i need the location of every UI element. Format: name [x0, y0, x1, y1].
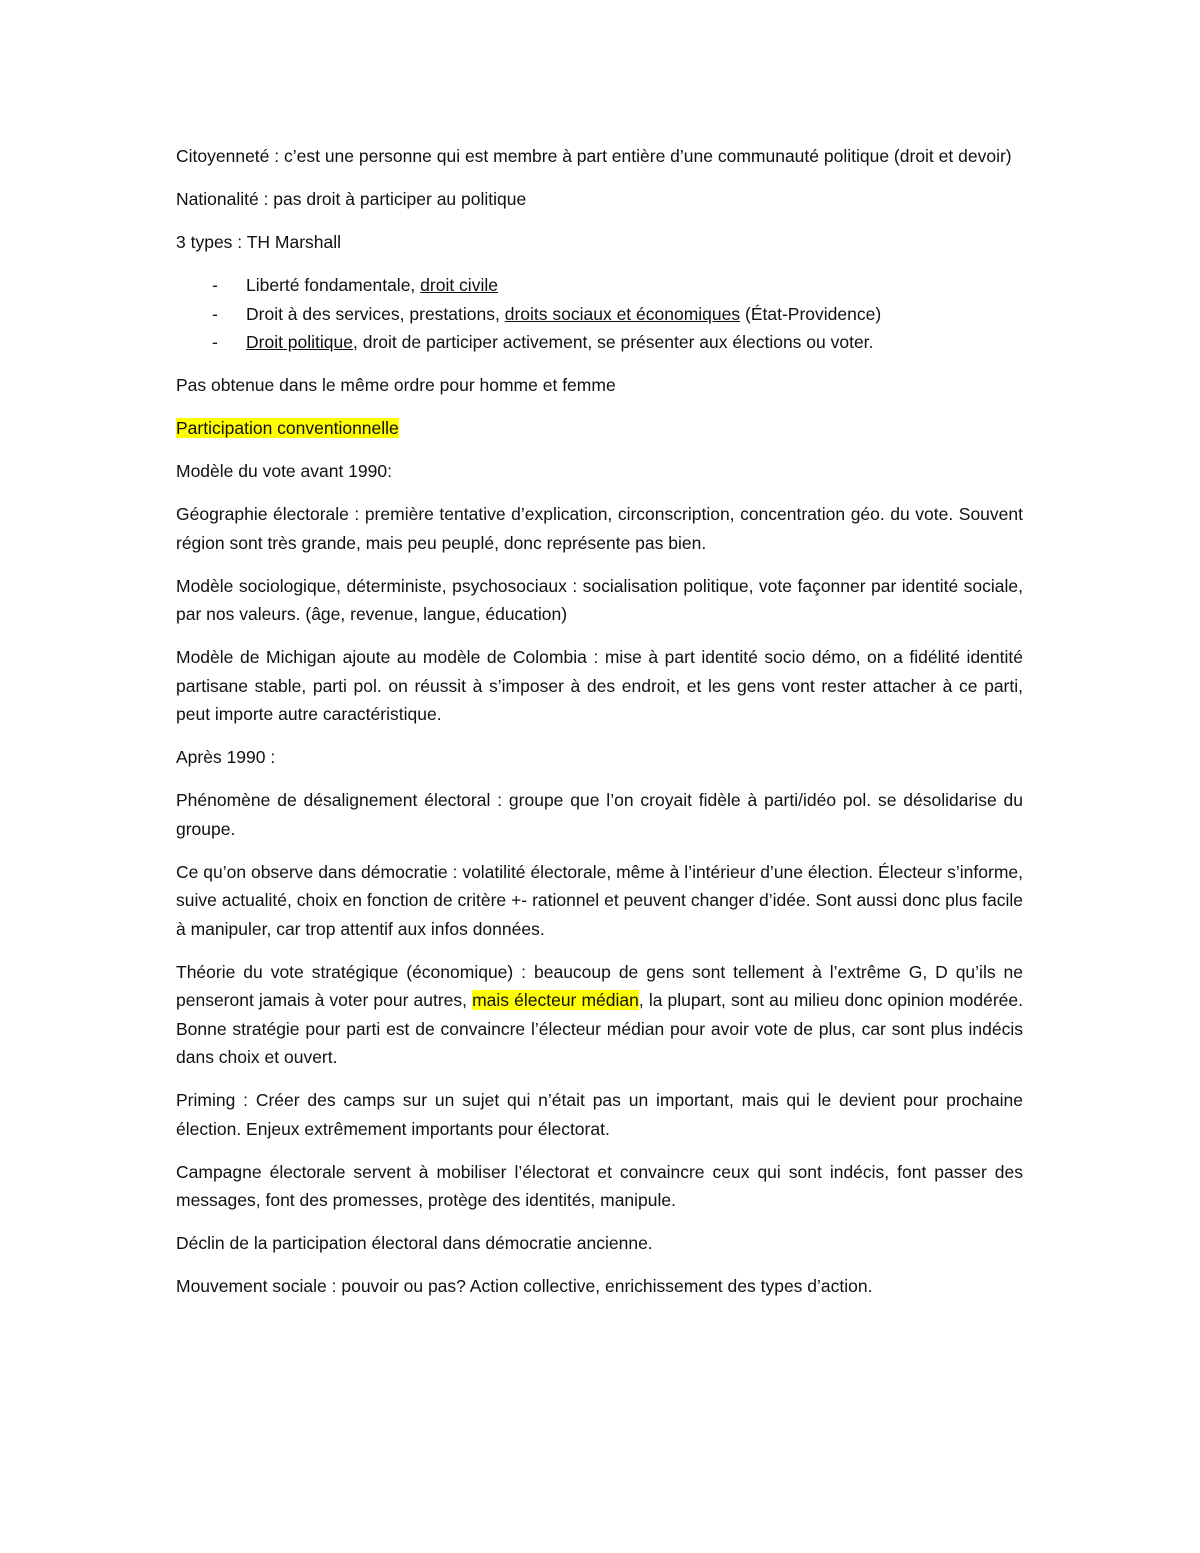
- paragraph-desalignement: Phénomène de désalignement électoral : groupe que l’on croyait fidèle à parti/idéo pol. se désolidarise du groupe.: [176, 790, 1023, 839]
- paragraph-michigan: Modèle de Michigan ajoute au modèle de Colombia : mise à part identité socio démo, on a fidélité identité partisane stable, parti pol. on réussit à s’imposer à des endroit, et les gens vont rester attacher à ce parti, peut importe autre caractéristique.: [176, 647, 1023, 724]
- list-item-text: Liberté fondamentale,: [246, 275, 421, 295]
- list-item-text: (État-Providence): [740, 303, 882, 324]
- section-heading: [176, 414, 1023, 443]
- list-item: [176, 300, 1023, 329]
- highlighted-heading: Participation conventionnelle: [176, 418, 399, 438]
- list-item-text: Droit à des services, prestations,: [246, 303, 505, 324]
- dash-bullet: -: [212, 275, 218, 295]
- paragraph-declin: Déclin de la participation électoral dans démocratie ancienne.: [176, 1233, 653, 1253]
- dash-bullet: -: [212, 303, 218, 324]
- document-page: [176, 142, 1023, 1315]
- underlined-term: droits sociaux et économiques: [504, 303, 741, 324]
- list-item-text: , droit de participer activement, se présenter aux élections ou voter.: [353, 332, 874, 352]
- paragraph-text: , la plupart, sont au milieu donc opinion modérée. Bonne stratégie pour parti est de convaincre l’électeur médian pour avoir vote de plus, car sont plus indécis dans choix et ouvert.: [176, 990, 1023, 1067]
- paragraph-mouvement: Mouvement sociale : pouvoir ou pas? Action collective, enrichissement des types d’action.: [176, 1276, 873, 1296]
- paragraph-geographie: Géographie électorale : première tentative d’explication, circonscription, concentration géo. du vote. Souvent région sont très grande, mais peu peuplé, donc représente pas bien.: [176, 504, 1023, 553]
- paragraph-campagne: Campagne électorale servent à mobiliser l’électorat et convaincre ceux qui sont indécis, font passer des messages, font des promesses, protège des identités, manipule.: [176, 1161, 1023, 1210]
- underlined-term: Droit politique: [246, 332, 353, 352]
- paragraph-types-heading: 3 types : TH Marshall: [176, 232, 342, 252]
- paragraph-nationalite: Nationalité : pas droit à participer au politique: [176, 189, 527, 209]
- paragraph-modele-avant: Modèle du vote avant 1990:: [176, 461, 392, 481]
- highlighted-phrase: mais électeur médian: [472, 990, 639, 1010]
- paragraph-priming: Priming : Créer des camps sur un sujet qui n’était pas un important, mais qui le devient pour prochaine élection. Enjeux extrêmement importants pour électorat.: [176, 1090, 1023, 1139]
- paragraph-sociologique: Modèle sociologique, déterministe, psychosociaux : socialisation politique, vote façonner par identité sociale, par nos valeurs. (âge, revenue, langue, éducation): [176, 575, 1023, 624]
- paragraph-text: Théorie du vote stratégique (économique) : beaucoup de gens sont tellement à l’extrême G, D qu’ils ne penseront jamais à voter pour autres,: [176, 961, 1023, 1010]
- underlined-term: droit civile: [420, 275, 498, 295]
- marshall-list: [176, 271, 1023, 357]
- list-item: [176, 271, 1023, 300]
- paragraph-strategique: [176, 958, 1023, 1072]
- list-item: [176, 328, 1023, 357]
- dash-bullet: -: [212, 332, 218, 352]
- paragraph-observe: Ce qu’on observe dans démocratie : volatilité électorale, même à l’intérieur d’une élection. Électeur s’informe, suive actualité, choix en fonction de critère +- rationnel et peuvent changer d’idée. Sont aussi donc plus facile à manipuler, car trop attentif aux infos données.: [176, 861, 1023, 939]
- paragraph-apres: Après 1990 :: [176, 747, 276, 767]
- paragraph-citoyennete: Citoyenneté : c’est une personne qui est membre à part entière d’une communauté politique (droit et devoir): [176, 146, 1012, 166]
- paragraph-ordre: Pas obtenue dans le même ordre pour homme et femme: [176, 375, 616, 395]
